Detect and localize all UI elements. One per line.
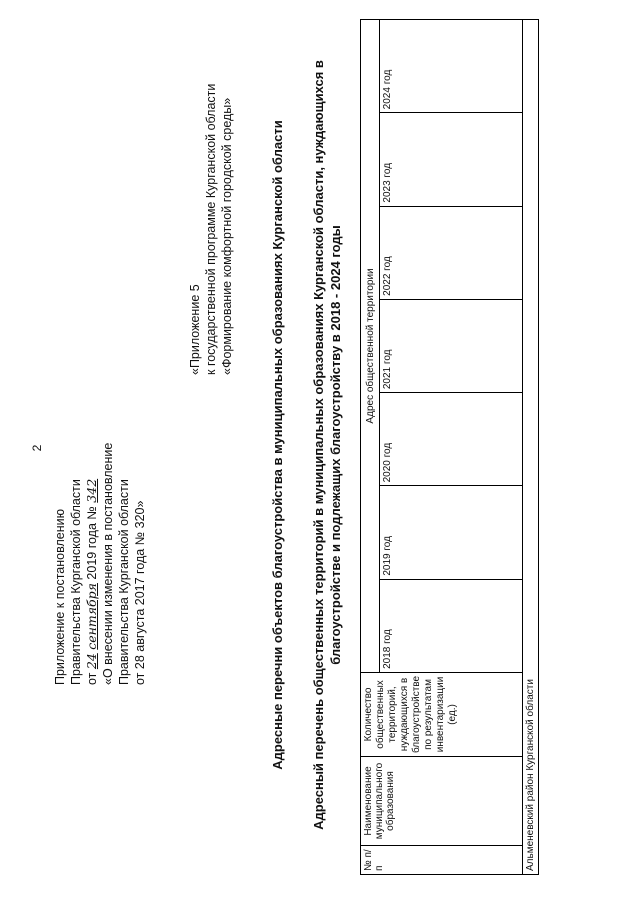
main-title: Адресные перечни объектов благоустройства в муниципальных образованиях Курганской области [270,120,285,770]
sub-title-line-1: Адресный перечень общественных территорий в муниципальных образованиях Курганской области, нуждающихся в [311,60,326,830]
header-year-2018: 2018 год [380,579,523,672]
handwritten-day: 24 [84,653,99,670]
table-header-row [361,20,380,875]
appendix-reference [52,165,148,685]
appendix-date-line [84,165,100,685]
handwritten-month: сентября [84,583,99,650]
header-territory-count: Количество общественных территорий, нуждающихся в благоустройстве по результатам инвентаризации (ед.) [361,672,523,756]
table-row [523,20,539,875]
header-number: № п/п [361,846,523,875]
program-reference [187,15,235,375]
header-year-2023: 2023 год [380,113,523,206]
appendix-line-4: «О внесении изменения в постановление [101,442,115,685]
address-table [360,19,539,875]
program-line-1: «Приложение 5 [188,284,202,375]
appendix-line-5: Правительства Курганской области [117,479,131,685]
appendix-line-1: Приложение к постановлению [53,509,67,685]
program-line-2: к государственной программе Курганской области [204,83,218,375]
header-year-2024: 2024 год [380,20,523,113]
date-prefix: от [85,672,99,685]
header-year-2022: 2022 год [380,206,523,299]
region-row: Альменевский район Курганской области [523,20,539,875]
handwritten-number: 342 [84,478,99,503]
header-address-group: Адрес общественной территории [361,20,380,673]
appendix-line-2: Правительства Курганской области [69,479,83,685]
header-year-2020: 2020 год [380,393,523,486]
rotated-document-sheet [20,5,620,885]
program-line-3: «Формирование комфортной городской среды» [220,97,234,375]
sub-title-line-2: благоустройстве и подлежащих благоустройству в 2018 - 2024 годы [328,225,343,665]
sub-title [310,45,344,845]
header-year-2021: 2021 год [380,299,523,392]
date-year: 2019 года № [85,506,99,580]
header-municipality: Наименование муниципального образования [361,757,523,846]
header-year-2019: 2019 год [380,486,523,579]
appendix-line-6: от 28 августа 2017 года № 320» [133,500,147,685]
page-number: 2 [30,444,44,452]
